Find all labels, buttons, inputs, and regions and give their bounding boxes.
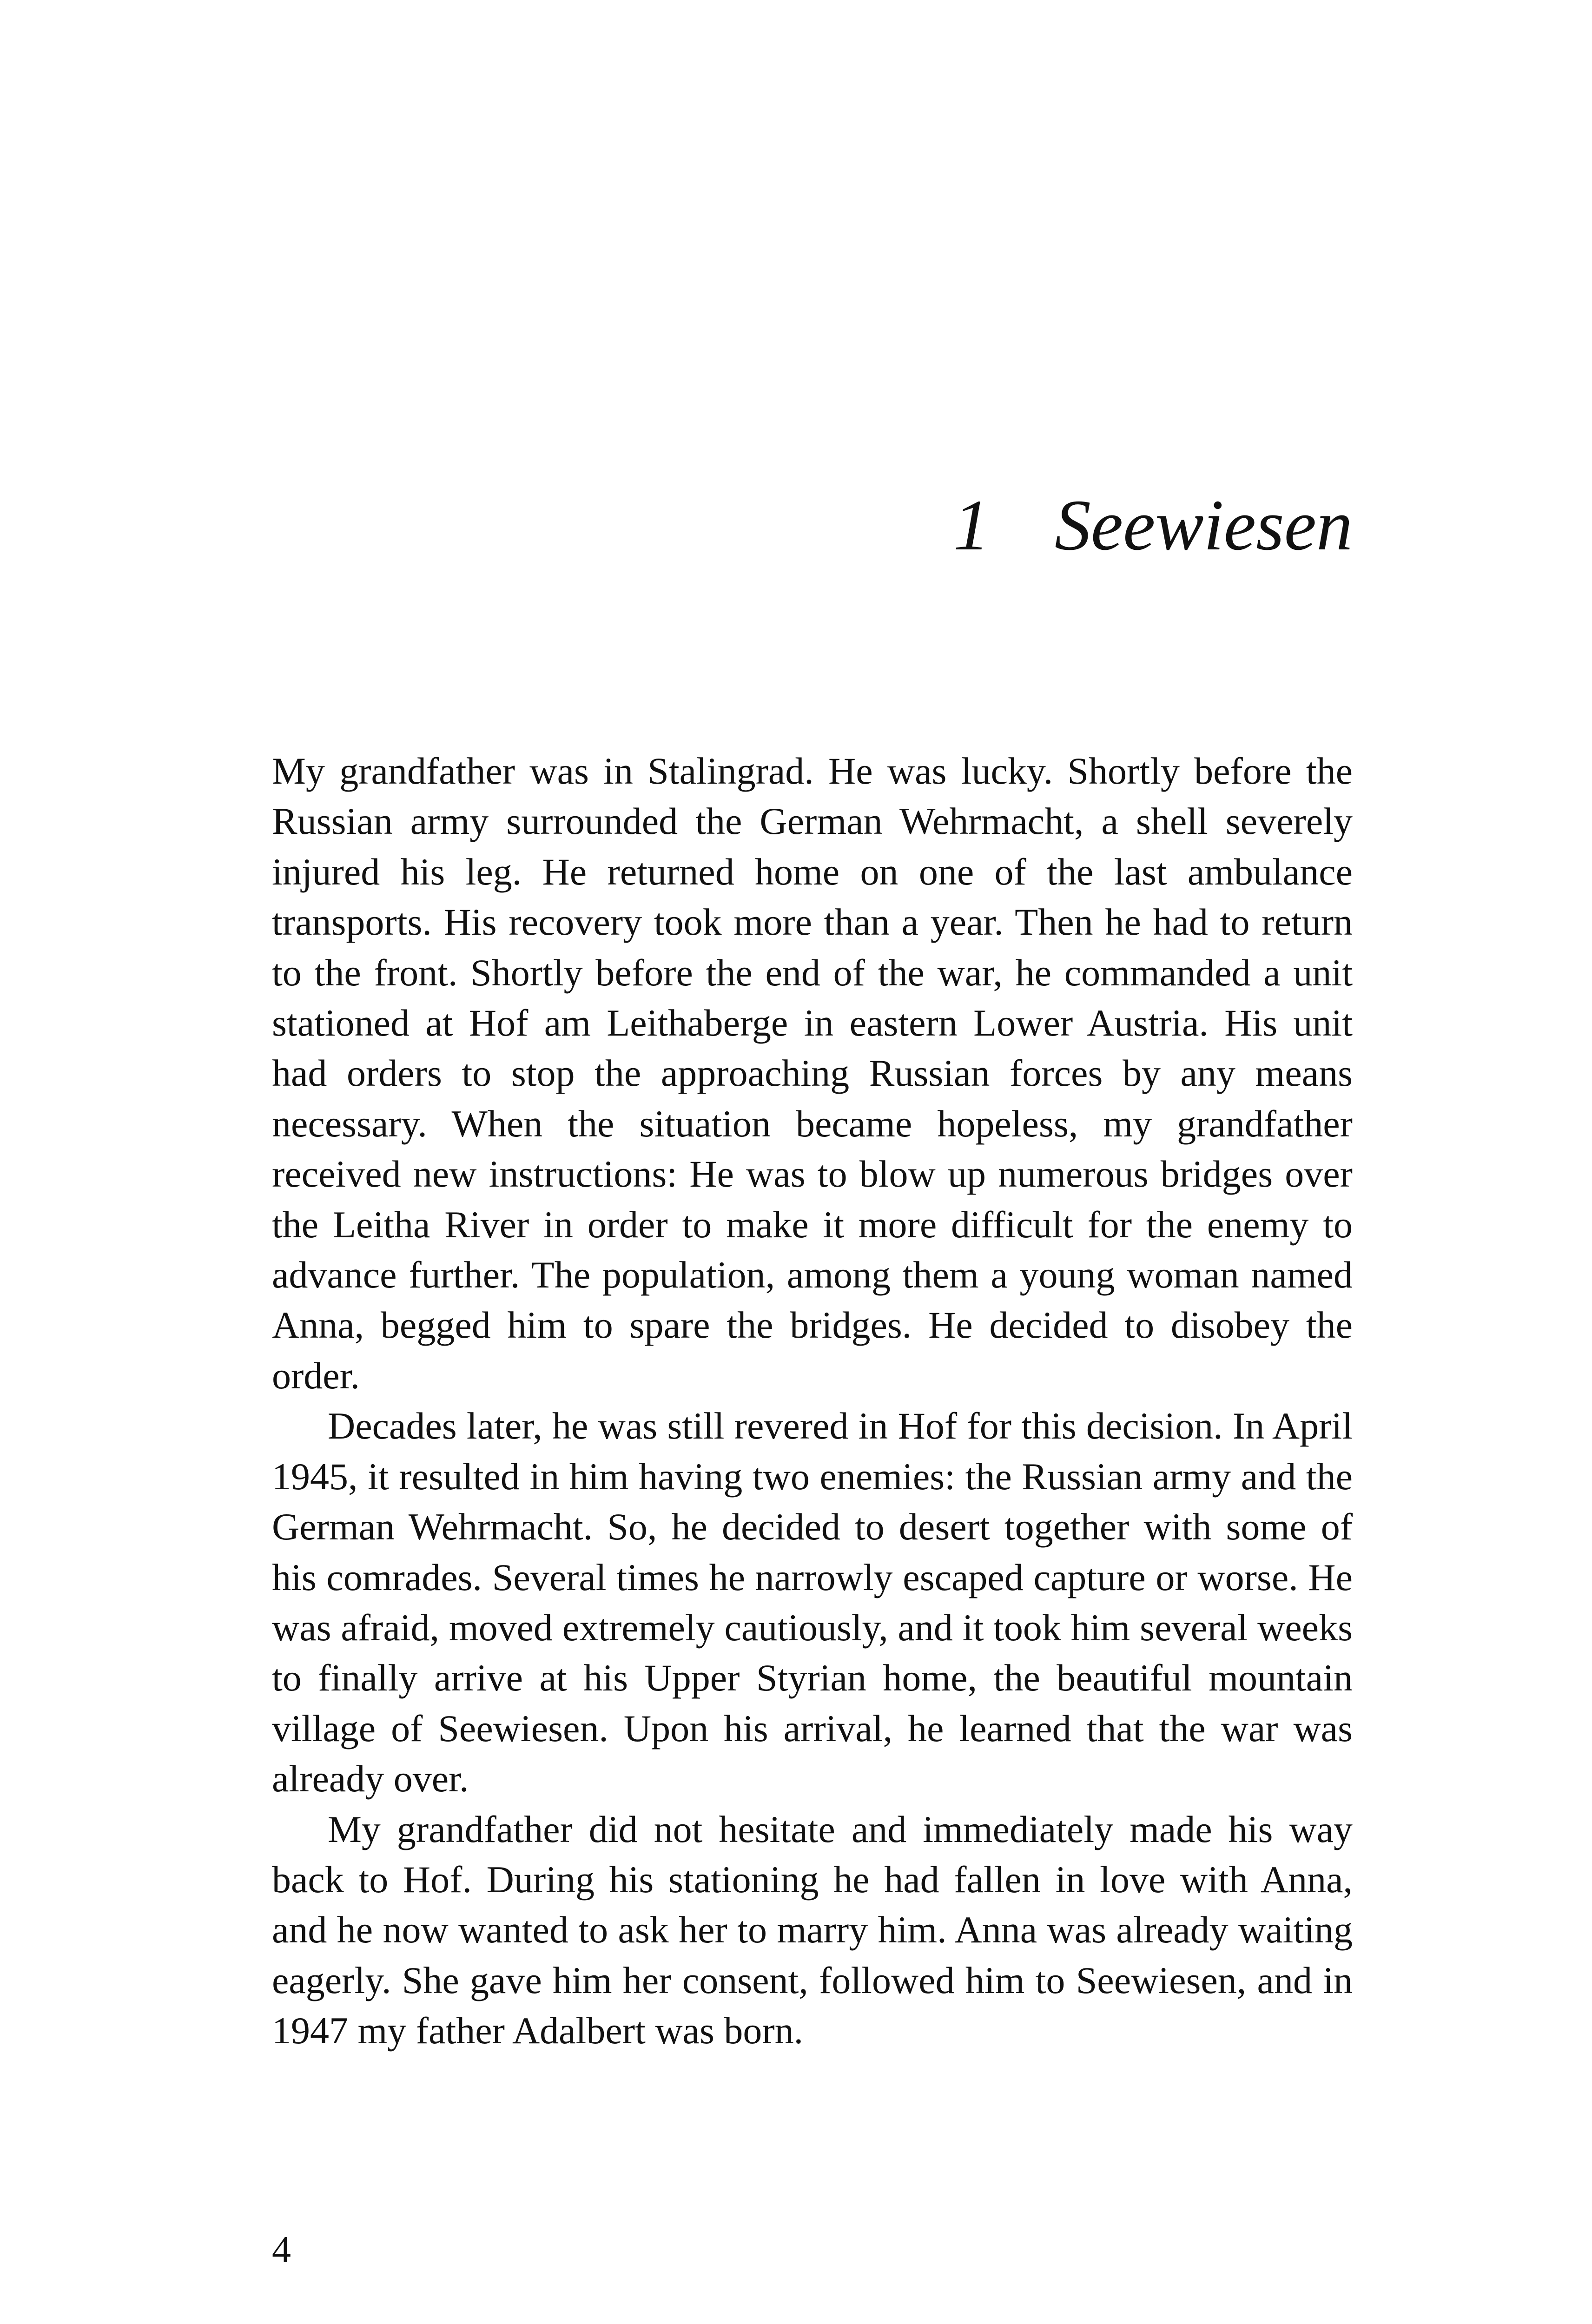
- paragraph: Decades later, he was still revered in Hof for this decision. In April 1945, it resulted in him having two enemies: the Russian army and the German Wehrmacht. So, he decided to desert together with some of his comrades. Several times he narrowly escaped capture or worse. He was afraid, moved extremely cautiously, and it took him several weeks to finally arrive at his Upper Styrian home, the beautiful mountain village of Seewiesen. Upon his arrival, he learned that the war was already over.: [272, 1405, 1353, 1800]
- paragraph: My grandfather was in Stalingrad. He was lucky. Shortly before the Russian army surrounded the German Wehrmacht, a shell severely injured his leg. He returned home on one of the last ambulance transports. His recovery took more than a year. Then he had to return to the front. Shortly before the end of the war, he commanded a unit stationed at Hof am Leithaberge in eastern Lower Austria. His unit had orders to stop the approaching Russian forces by any means necessary. When the situation became hopeless, my grandfather received new instructions: He was to blow up numerous bridges over the Leitha River in order to make it more difficult for the enemy to advance further. The population, among them a young woman named Anna, begged him to spare the bridges. He decided to disobey the order.: [272, 750, 1353, 1397]
- chapter-number: 1: [953, 485, 990, 565]
- chapter-body: [272, 746, 1353, 2056]
- page-number: 4: [272, 2228, 291, 2271]
- chapter-heading: [272, 479, 1353, 572]
- chapter-title: Seewiesen: [1054, 485, 1353, 565]
- paragraph: My grandfather did not hesitate and immediately made his way back to Hof. During his stationing he had fallen in love with Anna, and he now wanted to ask her to marry him. Anna was already waiting eagerly. She gave him her consent, followed him to Seewiesen, and in 1947 my father Adalbert was born.: [272, 1808, 1353, 2052]
